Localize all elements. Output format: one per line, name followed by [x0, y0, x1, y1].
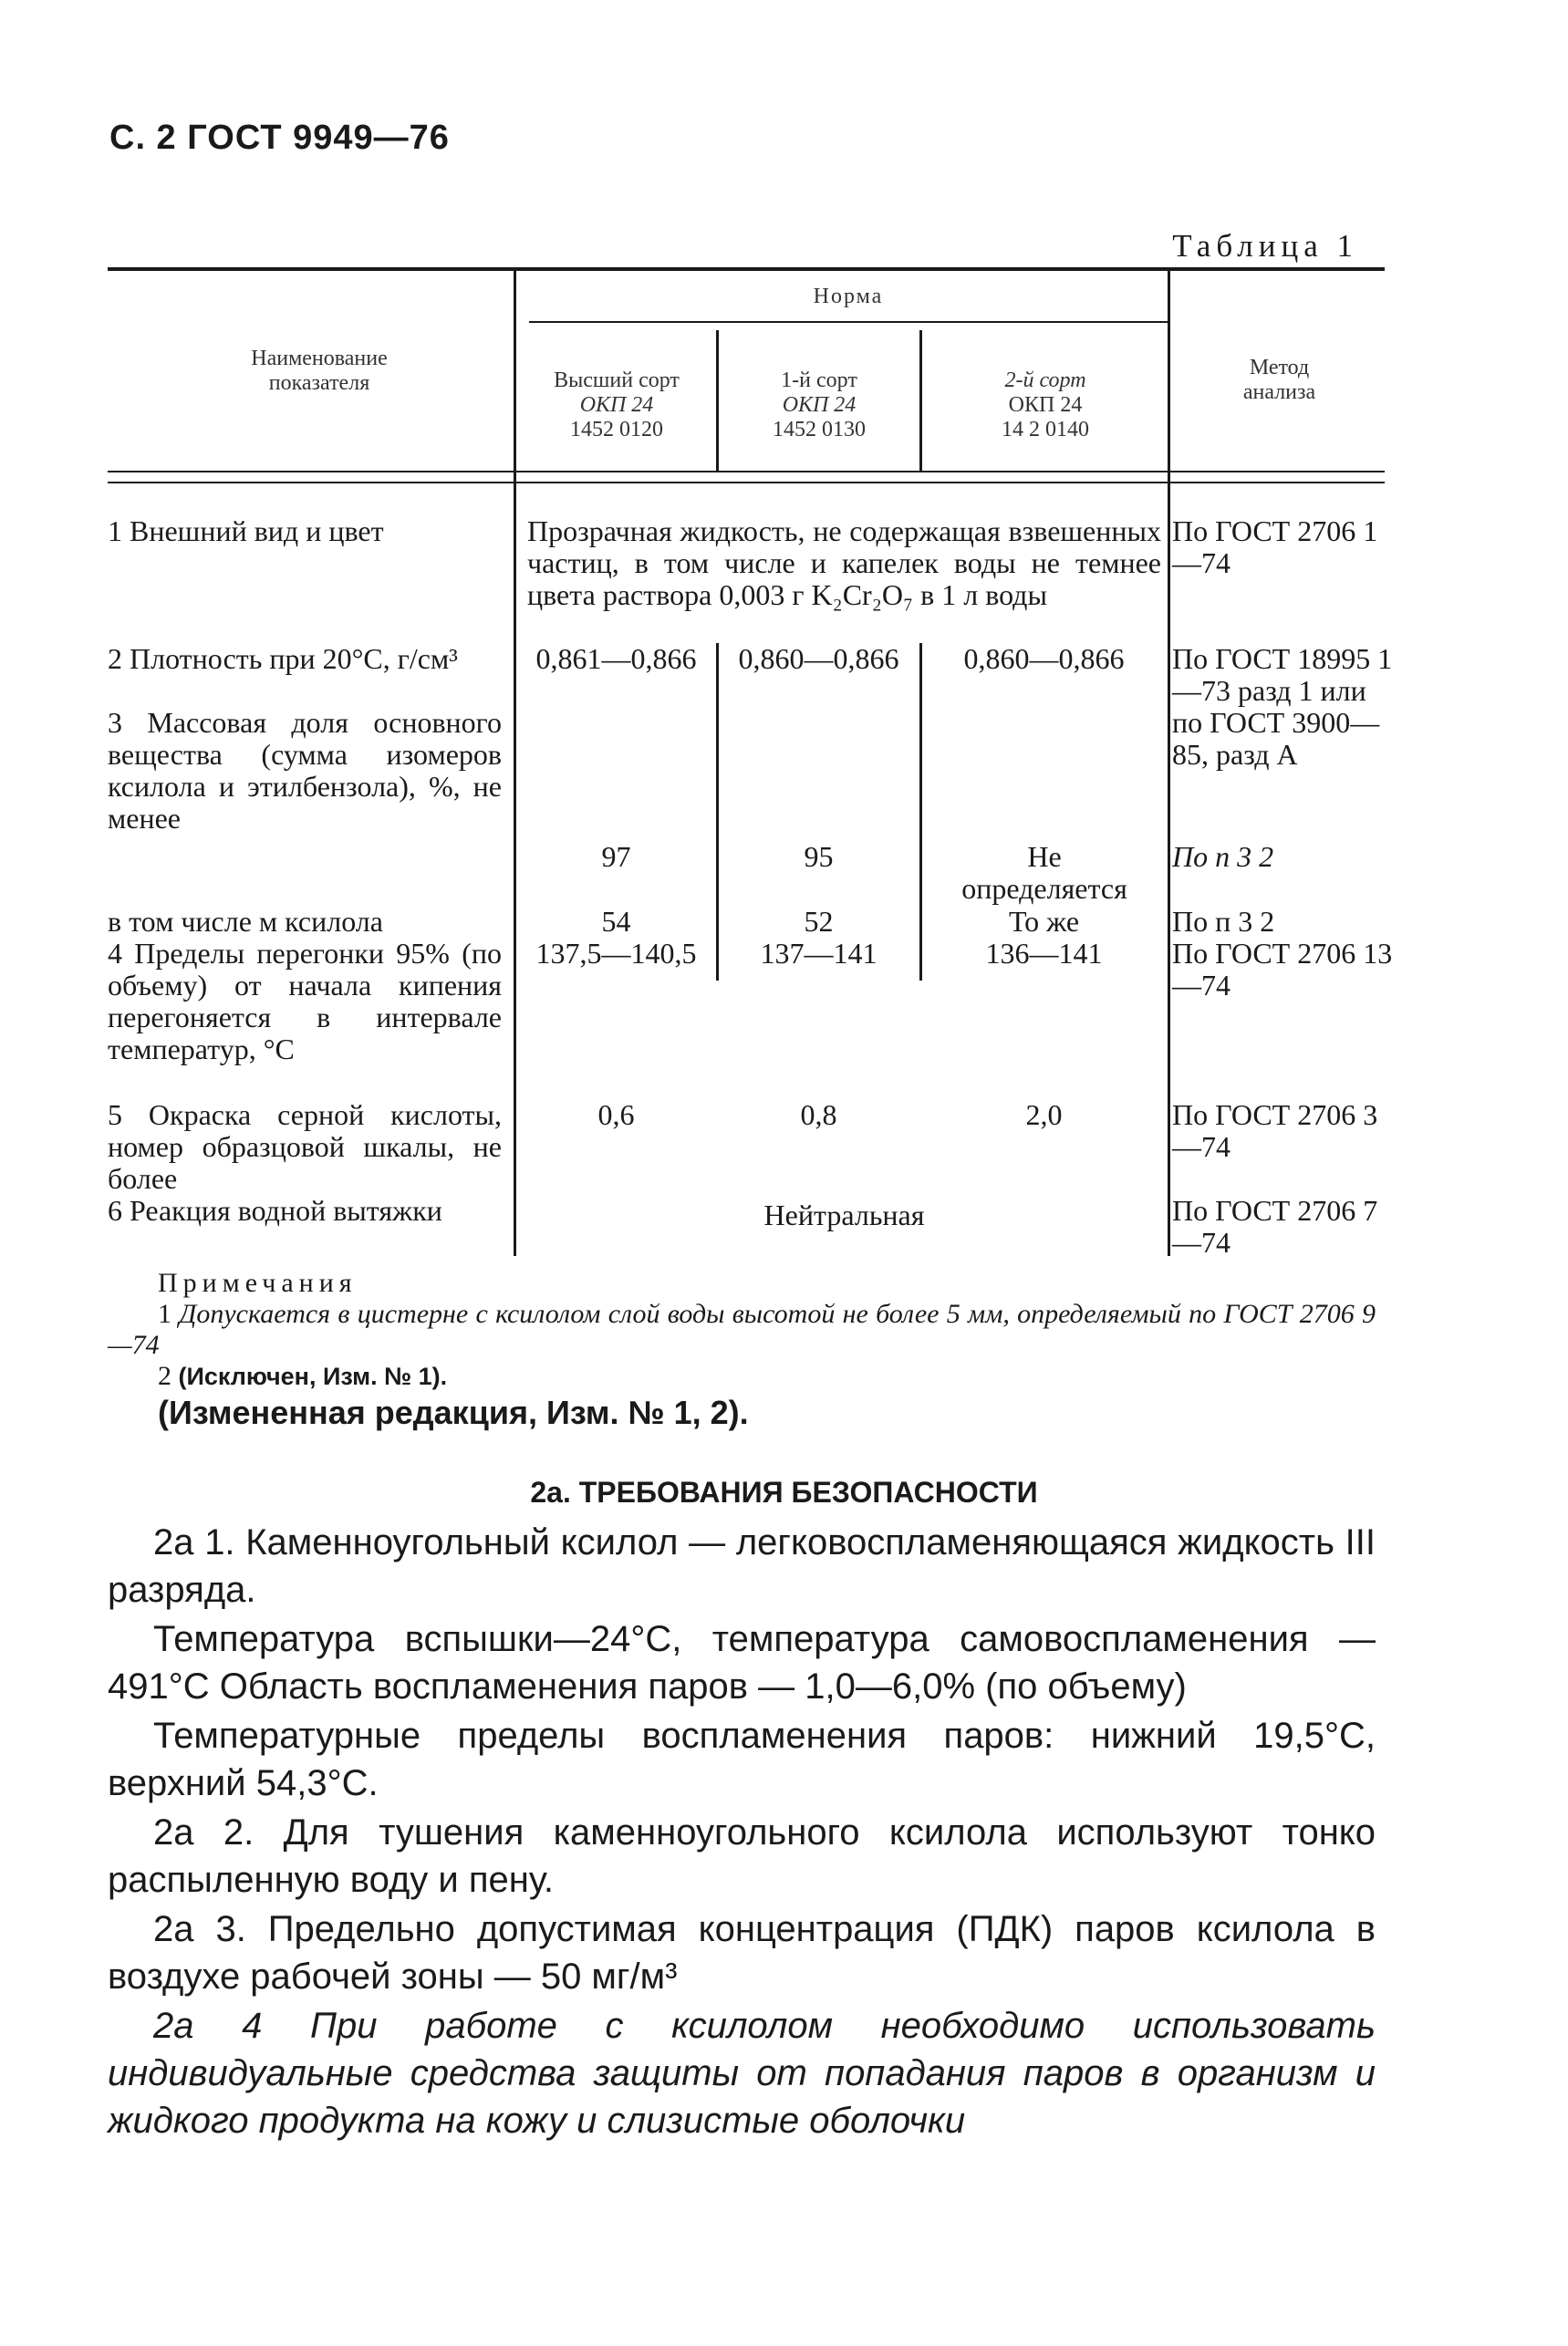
row-1-method: По ГОСТ 2706 1—74	[1172, 514, 1378, 579]
column-divider-2-body	[716, 643, 719, 981]
row-5-name: 5 Окраска серной кислоты, номер образцовой шкалы, не более	[108, 1098, 502, 1195]
row-4-first-grade: 137—141	[760, 937, 877, 970]
row-2-first-grade: 0,860—0,866	[738, 642, 899, 675]
notes-title: Примечания	[158, 1268, 358, 1298]
header-grade-first: 1-й сорт ОКП 24 1452 0130	[773, 369, 866, 441]
amendment-note: (Измененная редакция, Изм. № 1, 2).	[158, 1394, 749, 1431]
row-5-second-grade: 2,0	[1025, 1098, 1063, 1131]
paragraph-2a1: 2а 1. Каменноугольный ксилол — легковоспламеняющаяся жидкость III разряда.	[108, 1522, 1376, 1610]
note-2-text: (Исключен, Изм. № 1).	[178, 1363, 448, 1390]
paragraph-2a3: 2а 3. Предельно допустимая концентрация (ПДК) паров ксилола в воздухе рабочей зоны — 50 мг/м³	[108, 1909, 1376, 1997]
page-header: С. 2 ГОСТ 9949—76	[109, 119, 450, 157]
header-norm: Норма	[813, 285, 884, 308]
row-6-method: По ГОСТ 2706 7—74	[1172, 1194, 1378, 1259]
paragraph-2a4: 2а 4 При работе с ксилолом необходимо использовать индивидуальные средства защиты от попадания паров в организм и жидкого продукта на кожу и слизистые оболочки	[108, 2006, 1376, 2141]
section-body	[108, 1519, 1376, 2146]
row-2-method: По ГОСТ 18995 1—73 разд 1 или по ГОСТ 3900—85, разд А	[1172, 642, 1393, 771]
paragraph-ignition-limits: Температурные пределы воспламенения паров: нижний 19,5°С, верхний 54,3°С.	[108, 1716, 1376, 1803]
header-method: Метод анализа	[1242, 356, 1316, 404]
header-bottom-rule	[108, 471, 1385, 472]
paragraph-flash-point: Температура вспышки—24°С, температура самовоспламенения — 491°С Область воспламенения паров — 1,0—6,0% (по объему)	[108, 1619, 1376, 1707]
row-6-merged-value: Нейтральная	[763, 1199, 925, 1231]
paragraph-2a2: 2а 2. Для тушения каменноугольного ксилола используют тонко распыленную воду и пену.	[108, 1812, 1376, 1900]
row-5-top-grade: 0,6	[597, 1098, 635, 1131]
row-3a-first-grade: 52	[804, 905, 834, 938]
column-divider-3-body	[919, 643, 922, 981]
row-1-name: 1 Внешний вид и цвет	[108, 514, 384, 547]
row-2-top-grade: 0,861—0,866	[535, 642, 697, 675]
table-notes	[108, 1268, 1376, 1434]
header-grade-top: Высший сорт ОКП 24 1452 0120	[554, 369, 680, 441]
header-grade-second: 2-й сорт ОКП 24 14 2 0140	[1002, 369, 1089, 441]
row-3-first-grade: 95	[804, 840, 834, 873]
table-caption: Таблица 1	[1172, 228, 1358, 264]
row-3a-name: в том числе м ксилола	[108, 905, 383, 938]
column-divider-1	[514, 271, 516, 1256]
section-title: 2а. ТРЕБОВАНИЯ БЕЗОПАСНОСТИ	[530, 1476, 1038, 1509]
row-4-second-grade: 136—141	[985, 937, 1103, 970]
row-5-first-grade: 0,8	[800, 1098, 837, 1131]
row-4-method: По ГОСТ 2706 13—74	[1172, 937, 1393, 1002]
row-2-second-grade: 0,860—0,866	[963, 642, 1125, 675]
row-1-merged-value: Прозрачная жидкость, не содержащая взвешенных частиц, в том числе и капелек воды не темнее цвета раствора 0,003 г K₂Cr₂O₇ в 1 л воды	[527, 514, 1161, 611]
row-3a-second-grade: То же	[1008, 905, 1080, 938]
note-2-number: 2	[158, 1361, 179, 1391]
column-divider-4	[1168, 271, 1170, 1256]
row-3a-method: По п 3 2	[1172, 905, 1275, 938]
row-4-name: 4 Пределы перегонки 95% (по объему) от начала кипения перегоняется в интервале температур, °С	[108, 937, 502, 1065]
note-1-text: Допускается в цистерне с ксилолом слой воды высотой не более 5 мм, определяемый по ГОСТ 2706 9—74	[108, 1299, 1376, 1360]
column-divider-3	[919, 330, 922, 472]
row-6-name: 6 Реакция водной вытяжки	[108, 1194, 442, 1227]
note-1	[108, 1299, 1376, 1361]
column-divider-2	[716, 330, 719, 472]
note-2	[108, 1361, 1376, 1392]
row-3a-top-grade: 54	[601, 905, 631, 938]
header-bottom-rule-2	[108, 482, 1385, 483]
header-name: Наименование показателя	[251, 347, 388, 395]
row-3-method: По п 3 2	[1172, 840, 1274, 873]
row-5-method: По ГОСТ 2706 3—74	[1172, 1098, 1378, 1163]
row-3-top-grade: 97	[601, 840, 631, 873]
note-1-number: 1	[158, 1299, 180, 1329]
norm-underline	[529, 321, 1168, 323]
table-top-rule	[108, 267, 1385, 271]
row-2-name: 2 Плотность при 20°С, г/см³	[108, 642, 458, 675]
row-3-name: 3 Массовая доля основного вещества (сумма изомеров ксилола и этилбензола), %, не менее	[108, 706, 502, 835]
row-4-top-grade: 137,5—140,5	[535, 937, 697, 970]
row-3-second-grade: Не определяется	[961, 840, 1127, 905]
